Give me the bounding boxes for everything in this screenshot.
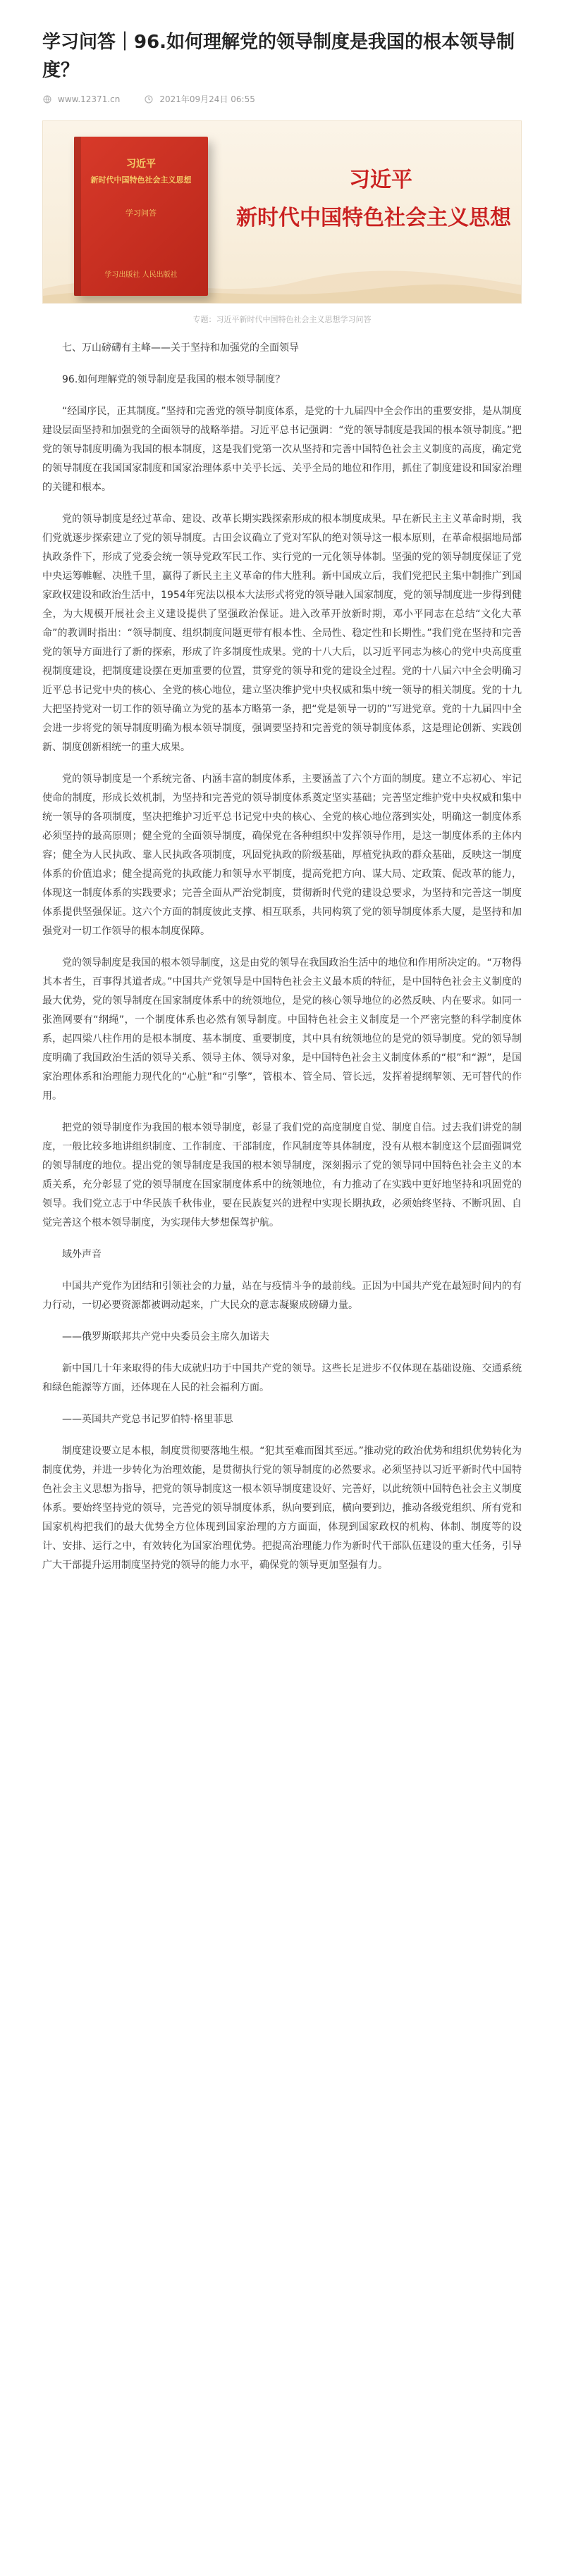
section-heading: 七、万山磅礴有主峰——关于坚持和加强党的全面领导 xyxy=(62,342,299,354)
body-paragraph: 党的领导制度是我国的根本领导制度，这是由党的领导在我国政治生活中的地位和作用所决定的。“万物得其本者生，百事得其道者成。”中国共产党领导是中国特色社会主义最本质的特征，是中国特色社会主义制度的最大优势，党的领导制度在国家制度体系中的统领地位，是党的核心领导地位的必然反映、内在要求。如同一张渔网要有“纲绳”，一个制度体系也必然有领导制度。中国特色社会主义制度是一个严密完整的科学制度体系，起四梁八柱作用的是根本制度、基本制度、重要制度，其中具有统领地位的是党的领导制度。党的领导制度明确了我国政治生活的领导关系、领导主体、领导对象，是中国特色社会主义制度体系的“根”和“源”，是国家治理体系和治理能力现代化的“心脏”和“引擎”，管根本、管全局、管长远，发挥着提纲挈领、无可替代的作用。 xyxy=(42,957,522,1102)
body-paragraph: 党的领导制度是一个系统完备、内涵丰富的制度体系，主要涵盖了六个方面的制度。建立不忘初心、牢记使命的制度，形成长效机制，为坚持和完善党的领导制度体系奠定坚实基础；完善坚定维护党中央权威和集中统一领导的各项制度，坚决把维护习近平总书记党中央的核心、全党的核心地位落到实处，明确这一制度体系必须坚持的最高原则；健全党的全面领导制度，确保党在各种组织中发挥领导作用，是这一制度体系的主体内容；健全为人民执政、靠人民执政各项制度，巩固党执政的阶级基础，厚植党执政的群众基础，反映这一制度体系的价值追求；健全提高党的执政能力和领导水平制度，提高党把方向、谋大局、定政策、促改革的能力，体现这一制度体系的实践要求；完善全面从严治党制度，贯彻新时代党的建设总要求，为坚持和完善这一制度体系提供坚强保证。这六个方面的制度彼此支撑、相互联系，共同构筑了党的领导制度体系大厦，是坚持和加强党对一切工作领导的根本制度保障。 xyxy=(42,773,522,937)
globe-icon xyxy=(42,94,52,104)
article-source: www.12371.cn xyxy=(58,94,121,104)
quote-paragraph: 新中国几十年来取得的伟大成就归功于中国共产党的领导。这些长足进步不仅体现在基础设施、交通系统和绿色能源等方面，还体现在人民的社会福利方面。 xyxy=(42,1363,522,1393)
question-heading: 96.如何理解党的领导制度是我国的根本领导制度？ xyxy=(62,374,286,385)
quote-attribution: ——英国共产党总书记罗伯特·格里菲思 xyxy=(62,1414,233,1425)
clock-icon xyxy=(144,94,154,104)
foreign-voices-heading: 域外声音 xyxy=(62,1249,102,1260)
body-paragraph: 把党的领导制度作为我国的根本领导制度，彰显了我们党的高度制度自觉、制度自信。过去我们讲党的制度，一般比较多地讲组织制度、工作制度、干部制度，作风制度等具体制度，没有从根本制度这个层面强调党的领导制度的地位。提出党的领导制度是我国的根本领导制度，深刻揭示了党的领导同中国特色社会主义的本质关系，充分彰显了党的领导制度在国家制度体系中的统领地位，有力推动了在实践中更好地坚持和巩固党的领导。我们党立志于中华民族千秋伟业，要在民族复兴的进程中实现长期执政，必须始终坚持、不断巩固、自觉完善这个根本领导制度，为实现伟大梦想保驾护航。 xyxy=(42,1122,522,1228)
article-body xyxy=(42,339,522,1575)
topic-banner[interactable] xyxy=(42,120,522,304)
book-subtitle: 学习问答 xyxy=(125,209,157,218)
banner-heading-name: 习近平 xyxy=(349,168,412,192)
book-title: 新时代中国特色社会主义思想 xyxy=(90,175,192,185)
book-cover xyxy=(74,137,208,296)
article-datetime: 2021年09月24日 06:55 xyxy=(159,94,255,104)
article-title: 学习问答｜96.如何理解党的领导制度是我国的根本领导制度？ xyxy=(42,32,515,81)
banner-caption: 专题：习近平新时代中国特色社会主义思想学习问答 xyxy=(192,315,372,324)
body-paragraph: “经国序民，正其制度。”坚持和完善党的领导制度体系，是党的十九届四中全会作出的重要安排，是从制度建设层面坚持和加强党的全面领导的战略举措。习近平总书记强调：“党的领导制度是我国的根本领导制度。”把党的领导制度明确为我国的根本制度，这是我们党第一次从坚持和完善中国特色社会主义制度的高度，确定党的领导制度在我国国家制度和国家治理体系中关乎长远、关乎全局的地位和作用，抓住了制度建设和国家治理的关键和根本。 xyxy=(42,406,522,493)
body-paragraph: 制度建设要立足本根，制度贯彻要落地生根。“犯其至难而图其至远。”推动党的政治优势和组织优势转化为制度优势，并进一步转化为治理效能，是贯彻执行党的领导制度的必然要求。必须坚持以习近平新时代中国特色社会主义思想为指导，把党的领导制度这一根本领导制度建设好、完善好，以此统领中国特色社会主义制度体系。要始终坚持党的领导，完善党的领导制度体系，纵向要到底，横向要到边，推动各级党组织、所有党和国家机构把我们的最大优势全方位体现到国家治理的方方面面，体现到国家政权的机构、体制、制度等的设计、安排、运行之中，有效转化为国家治理优势。把提高治理能力作为新时代干部队伍建设的重大任务，引导广大干部提升运用制度坚持党的领导的能力水平，确保党的领导更加坚强有力。 xyxy=(42,1445,522,1571)
banner-heading-title: 新时代中国特色社会主义思想 xyxy=(236,206,511,230)
article-meta xyxy=(42,93,522,105)
quote-attribution: ——俄罗斯联邦共产党中央委员会主席久加诺夫 xyxy=(62,1331,269,1343)
body-paragraph: 党的领导制度是经过革命、建设、改革长期实践探索形成的根本制度成果。早在新民主主义革命时期，我们党就逐步探索建立了党的领导制度。古田会议确立了党对军队的绝对领导这一根本原则，在革命根据地局部执政条件下，形成了党委会统一领导党政军民工作、实行党的一元化领导体制。坚强的党的领导制度保证了党中央运筹帷幄、决胜千里，赢得了新民主主义革命的伟大胜利。新中国成立后，我们党把民主集中制推广到国家政权建设和政治生活中，1954年宪法以根本大法形式将党的领导融入国家制度，党的领导制度进一步得到健全，为大规模开展社会主义建设提供了坚强政治保证。进入改革开放新时期，邓小平同志在总结“文化大革命”的教训时指出：“领导制度、组织制度问题更带有根本性、全局性、稳定性和长期性。”我们党在坚持和完善党的领导方面进行了新的探索，形成了许多制度性成果。党的十八大后，以习近平同志为核心的党中央高度重视制度建设，把制度建设摆在更加重要的位置，贯穿党的领导和党的建设全过程。党的十八届六中全会明确习近平总书记党中央的核心、全党的核心地位，建立坚决维护党中央权威和集中统一领导的相关制度。党的十九大把坚持党对一切工作的领导确立为党的基本方略第一条，把“党是领导一切的”写进党章。党的十九届四中全会进一步将党的领导制度明确为根本领导制度，强调要坚持和完善党的领导制度体系，这是理论创新、实践创新、制度创新相统一的重大成果。 xyxy=(42,514,522,753)
book-author: 习近平 xyxy=(126,158,156,170)
book-publisher: 学习出版社 人民出版社 xyxy=(104,271,178,279)
quote-paragraph: 中国共产党作为团结和引领社会的力量，站在与疫情斗争的最前线。正因为中国共产党在最短时间内的有力行动，一切必要资源都被调动起来，广大民众的意志凝聚成磅礴力量。 xyxy=(42,1281,522,1311)
